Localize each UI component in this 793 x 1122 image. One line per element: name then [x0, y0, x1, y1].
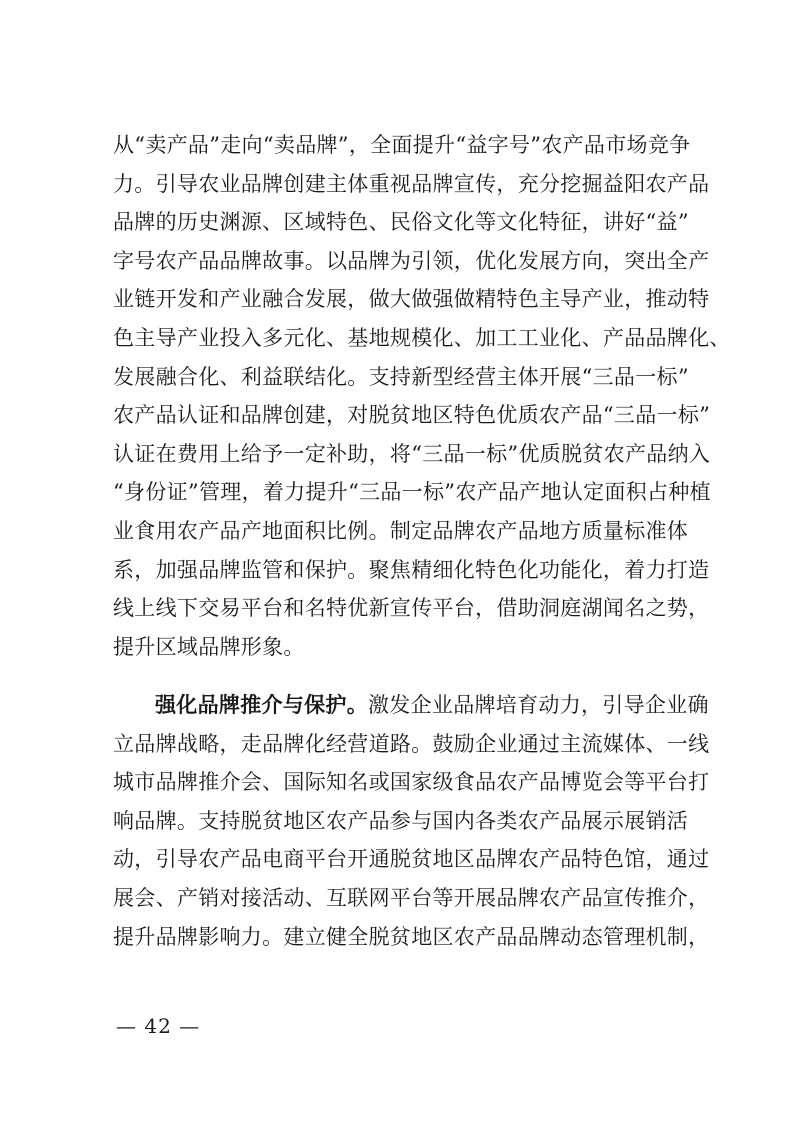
paragraph-line: 城市品牌推介会、国际知名或国家级食品农产品博览会等平台打 — [113, 770, 710, 795]
paragraph-line: 认证在费用上给予一定补助，将“三品一标”优质脱贫农产品纳入 — [113, 441, 711, 466]
paragraph-line: 立品牌战略，走品牌化经营道路。鼓励企业通过主流媒体、一线 — [113, 731, 710, 756]
paragraph-line: 线上线下交易平台和名特优新宣传平台，借助洞庭湖闻名之势， — [113, 596, 710, 621]
paragraph-line: 从“卖产品”走向“卖品牌”，全面提升“益字号”农产品市场竞争 — [113, 133, 691, 157]
page-number: — 42 — — [116, 1014, 201, 1038]
paragraph-line: “身份证”管理，着力提升“三品一标”农产品产地认定面积占种植 — [113, 480, 711, 505]
paragraph-line: 提升品牌影响力。建立健全脱贫地区农产品品牌动态管理机制， — [113, 924, 710, 949]
paragraph-line: 业食用农产品产地面积比例。制定品牌农产品地方质量标准体 — [113, 518, 689, 543]
paragraph-line: 发展融合化、利益联结化。支持新型经营主体开展“三品一标” — [113, 364, 689, 389]
paragraph-1 — [113, 126, 731, 666]
paragraph-line: 提升区域品牌形象。 — [113, 634, 305, 659]
paragraph-line: 响品牌。支持脱贫地区农产品参与国内各类农产品展示展销活 — [113, 808, 689, 833]
paragraph-line: 品牌的历史渊源、区域特色、民俗文化等文化特征，讲好“益” — [113, 210, 689, 235]
paragraph-line: 业链开发和产业融合发展，做大做强做精特色主导产业，推动特 — [113, 287, 710, 312]
paragraph-line-text: 激发企业品牌培育动力，引导企业确 — [368, 693, 709, 717]
paragraph-line: 系，加强品牌监管和保护。聚焦精细化特色化功能化，着力打造 — [113, 557, 710, 582]
paragraph-line: 农产品认证和品牌创建，对脱贫地区特色优质农产品“三品一标” — [113, 403, 711, 428]
paragraph-2 — [113, 686, 710, 956]
section-heading: 强化品牌推介与保护。 — [155, 692, 368, 717]
paragraph-line: 展会、产销对接活动、互联网平台等开展品牌农产品宣传推介， — [113, 885, 710, 910]
paragraph-first-line — [113, 686, 709, 725]
paragraph-line: 色主导产业投入多元化、基地规模化、加工工业化、产品品牌化、 — [113, 325, 731, 350]
paragraph-line: 动，引导农产品电商平台开通脱贫地区品牌农产品特色馆，通过 — [113, 847, 710, 872]
paragraph-line: 字号农产品品牌故事。以品牌为引领，优化发展方向，突出全产 — [113, 248, 710, 273]
paragraph-line: 力。引导农业品牌创建主体重视品牌宣传，充分挖掘益阳农产品 — [113, 171, 710, 196]
